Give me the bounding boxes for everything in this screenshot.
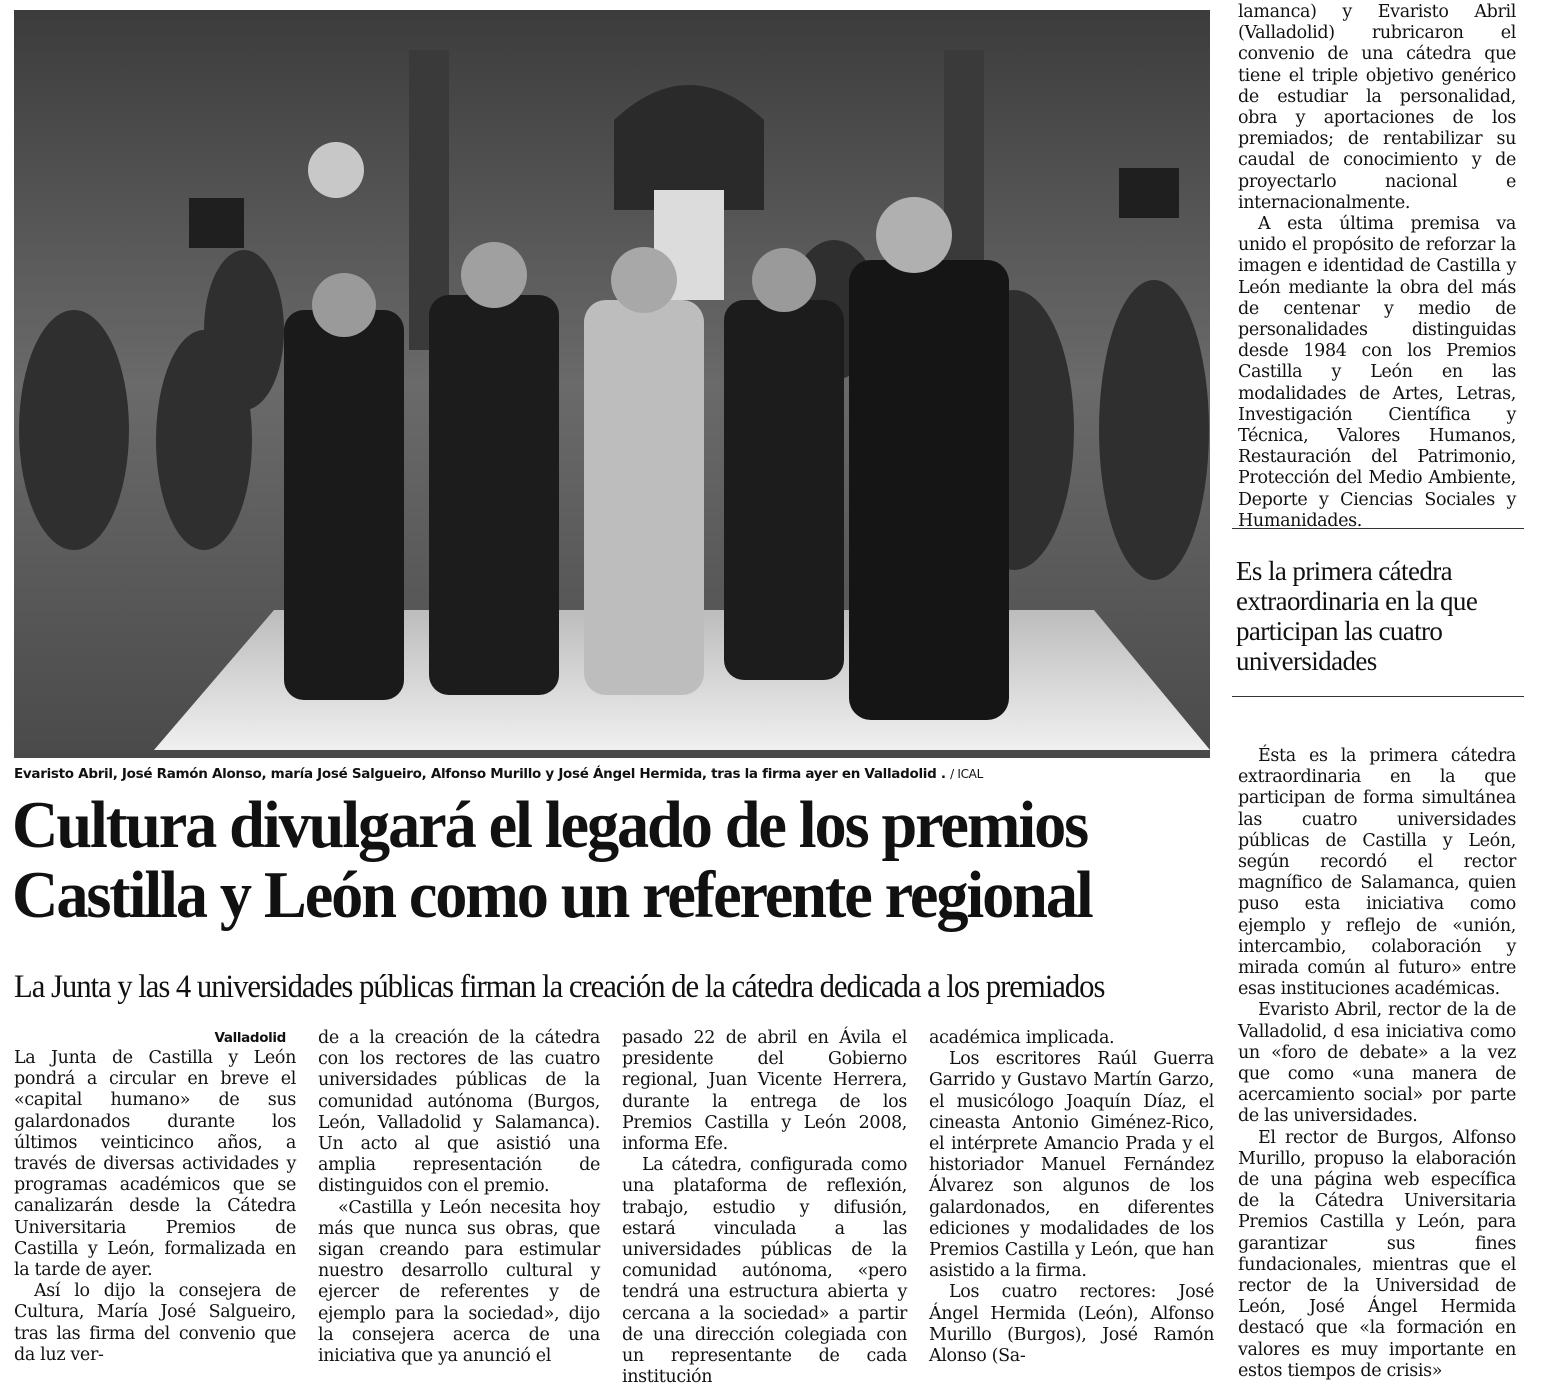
paragraph: Ésta es la primera cátedra extraordinaria en la que participan de forma simultánea las cuatro universidades públicas de Castilla y León, según recordó el rector magnífico de Salamanca, quien puso esta iniciativa como ejemplo y reflejo de «unión, intercambio, colaboración y mirada común al futuro» entre esas instituciones académicas. (1238, 746, 1516, 1000)
right-column-top (1238, 2, 1516, 532)
paragraph: La Junta de Castilla y León pondrá a circular en breve el «capital humano» de sus galardonados durante los últimos veinticinco años, a través de diversas actividades y programas académicos que se canalizarán desde la Cátedra Universitaria Premios de Castilla y León, formalizada en la tarde de ayer. (14, 1048, 296, 1281)
paragraph: Los cuatro rectores: José Ángel Hermida (León), Alfonso Murillo (Burgos), José Ramón Alonso (Sa- (929, 1282, 1214, 1367)
right-column-bottom (1238, 746, 1516, 1382)
subheadline: La Junta y las 4 universidades públicas firman la creación de la cátedra dedicada a los premiados (14, 969, 1105, 1005)
paragraph: Evaristo Abril, rector de la de Valladolid, d esa iniciativa como un «foro de debate» a la vez que como «una manera de acercamiento social» por parte de las universidades. (1238, 1000, 1516, 1127)
paragraph: lamanca) y Evaristo Abril (Valladolid) rubricaron el convenio de una cátedra que tiene el triple objetivo genérico de estudiar la personalidad, obra y aportaciones de los premiados; de rentabilizar su caudal de conocimiento y de proyectarlo nacional e internacionalmente. (1238, 2, 1516, 213)
paragraph: de a la creación de la cátedra con los rectores de las cuatro universidades públicas de la comunidad autónoma (Burgos, León, Valladolid y Salamanca). Un acto al que asistió una amplia representación de distinguidos con el premio. (318, 1028, 600, 1197)
caption-text: Evaristo Abril, José Ramón Alonso, maría José Salgueiro, Alfonso Murillo y José Ángel Hermida, tras la firma ayer en Valladolid . (14, 766, 946, 782)
body-column-4 (929, 1028, 1214, 1367)
pullquote-rule-top (1232, 528, 1524, 529)
news-photo (14, 10, 1210, 758)
pullquote: Es la primera cátedra extraordinaria en la que participan las cuatro universidades (1236, 556, 1478, 676)
paragraph: pasado 22 de abril en Ávila el presidente del Gobierno regional, Juan Vicente Herrera, durante la entrega de los Premios Castilla y León 2008, informa Efe. (622, 1028, 907, 1155)
paragraph: académica implicada. (929, 1028, 1115, 1048)
body-column-1 (14, 1028, 296, 1366)
paragraph: La cátedra, configurada como una plataforma de reflexión, trabajo, estudio y difusión, estará vinculada a las universidades públicas de la comunidad autónoma, «pero tendrá una estructura abierta y cercana a la sociedad» a partir de una dirección colegiada con un representante de cada institución (622, 1155, 907, 1388)
body-column-3 (622, 1028, 907, 1388)
paragraph: El rector de Burgos, Alfonso Murillo, propuso la elaboración de una página web específica de la Cátedra Universitaria Premios Castilla y León, para garantizar sus fines fundacionales, mientras que el rector de la Universidad de León, José Ángel Hermida destacó que «la formación en valores es muy importante en estos tiempos de crisis» (1238, 1127, 1516, 1381)
paragraph: A esta última premisa va unido el propósito de reforzar la imagen e identidad de Castilla y León mediante la obra del más de centenar y medio de personalidades distinguidas desde 1984 con los Premios Castilla y León en las modalidades de Artes, Letras, Investigación Científica y Técnica, Valores Humanos, Restauración del Patrimonio, Protección del Medio Ambiente, Deporte y Ciencias Sociales y Humanidades. (1238, 214, 1516, 531)
paragraph: Así lo dijo la consejera de Cultura, María José Salgueiro, tras las firma del convenio que da luz ver- (14, 1281, 296, 1365)
photo-credit: / ICAL (950, 767, 983, 781)
paragraph: «Castilla y León necesita hoy más que nunca sus obras, que sigan creando para estimular nuestro desarrollo cultural y ejercer de referentes y de ejemplo para la sociedad», dijo la consejera acerca de una iniciativa que ya anunció el (318, 1197, 600, 1367)
body-column-2 (318, 1028, 600, 1367)
pullquote-rule-bottom (1232, 696, 1524, 697)
paragraph: Los escritores Raúl Guerra Garrido y Gustavo Martín Garzo, el musicólogo Joaquín Díaz, el cineasta Antonio Giménez-Rico, el intérprete Amancio Prada y el historiador Manuel Fernández Álvarez son algunos de los galardonados, en diferentes ediciones y modalidades de los Premios Castilla y León, que han asistido a la firma. (929, 1049, 1214, 1282)
dateline: Valladolid (214, 1030, 286, 1046)
headline: Cultura divulgará el legado de los premios Castilla y León como un referente regional (12, 788, 1092, 932)
photo-caption (14, 766, 1210, 782)
